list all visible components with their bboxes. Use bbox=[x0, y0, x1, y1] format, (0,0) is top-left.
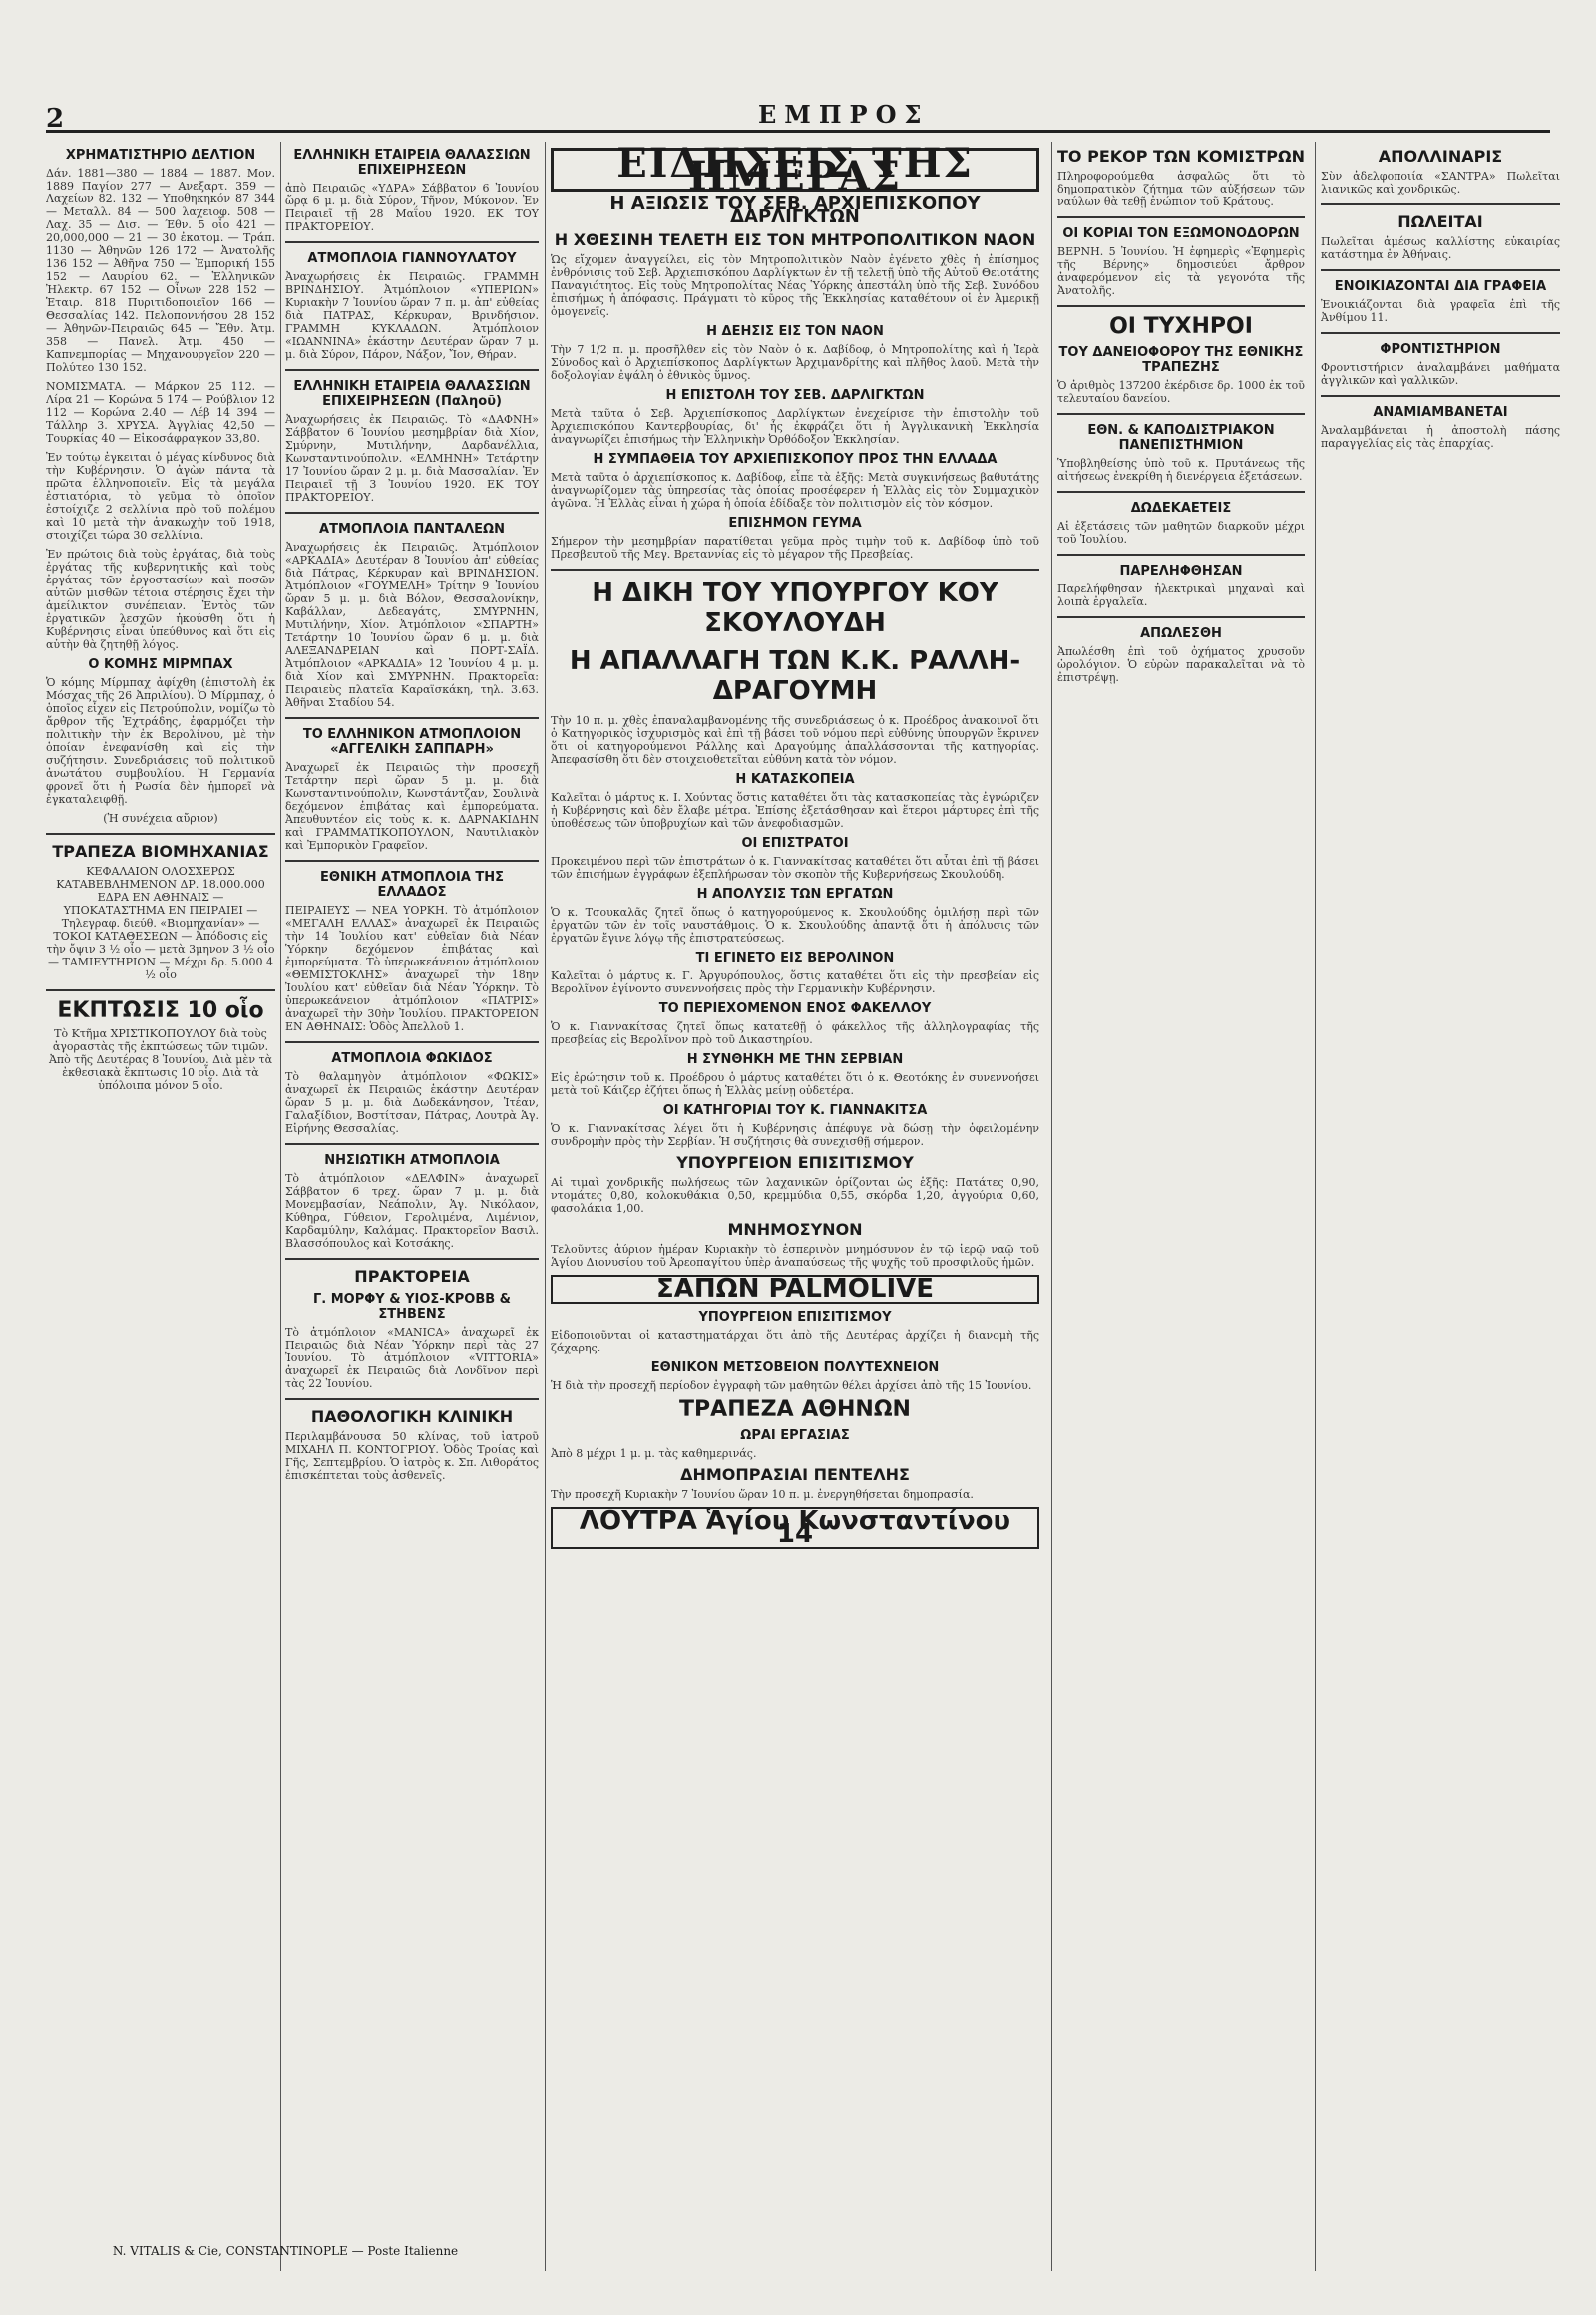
article-text: Περιλαμβάνουσα 50 κλίνας, τοῦ ἰατροῦ ΜΙΧΑΗΛ Π. ΚΟΝΤΟΓΡΙΟΥ. Ὁδὸς Τροίας καὶ Γῆς, Σεπτεμβρίου. Ὁ ἰατρὸς κ. Σπ. Λιθοράτος ἐπισκέπτεται τοὺς ἀσθενεῖς. bbox=[285, 1430, 539, 1482]
divider bbox=[285, 1258, 539, 1260]
article-text: Τὴν 7 1/2 π. μ. προσῆλθεν εἰς τὸν Ναὸν ὁ κ. Δαβίδοφ, ὁ Μητροπολίτης καὶ ἡ Ἱερὰ Σύνοδος καὶ ὁ Ἀρχιεπίσκοπος Δαρλίγκτων Ἀρχιμανδρίτης καὶ πλῆθος λαοῦ. Μετὰ τὴν δοξολογίαν ἐψάλη ὁ ἐθνικὸς ὕμνος. bbox=[551, 343, 1039, 382]
article-text: Ὁ κ. Τσουκαλᾶς ζητεῖ ὅπως ὁ κατηγορούμενος κ. Σκουλούδης ὁμιλήσῃ περὶ τῶν ἐργατῶν τῶν ἐν τοῖς ναυστάθμοις. Ὁ κ. Σκουλούδης ἀπαντᾷ ὅτι ἡ ἀπόλυσις τῶν ἐργατῶν ἔγινε λόγῳ τῆς ἐπιστρατεύσεως. bbox=[551, 906, 1039, 945]
divider bbox=[1321, 395, 1560, 397]
ad-title: ΣΑΠΩΝ PALMOLIVE bbox=[655, 1274, 934, 1304]
headline: ΤΟ ΕΛΛΗΝΙΚΟΝ ΑΤΜΟΠΛΟΙΟΝ «ΑΓΓΕΛΙΚΗ ΣΑΠΠΑΡΗ» bbox=[302, 727, 522, 757]
article-text: Τὸ ἀτμόπλοιον «ΔΕΛΦΙΝ» ἀναχωρεῖ Σάββατον 6 τρεχ. ὥραν 7 μ. μ. διὰ Μονεμβασίαν, Νεάπολιν, Ἁγ. Νικόλαον, Κύθηρα, Γύθειον, Γερολιμένα, Λιμένιον, Καρδαμύλην, Καλάμας. Πρακτορεῖον Βασιλ. Βλασσόπουλος καὶ Κοτσάκης. bbox=[285, 1172, 539, 1250]
divider bbox=[46, 833, 275, 835]
divider bbox=[1057, 305, 1305, 307]
headline: ΕΚΠΤΩΣΙΣ 10 οἷο bbox=[57, 998, 264, 1023]
bank-ad-text: ΚΕΦΑΛΑΙΟΝ ΟΛΟΣΧΕΡΩΣ ΚΑΤΑΒΕΒΛΗΜΕΝΟΝ ΔΡ. 18.000.000 ΕΔΡΑ ΕΝ ΑΘΗΝΑΙΣ — ΥΠΟΚΑΤΑΣΤΗΜΑ ΕΝ ΠΕΙΡΑΙΕΙ — Τηλεγραφ. διεύθ. «Βιομηχανίαν» — ΤΟΚΟΙ ΚΑΤΑΘΕΣΕΩΝ — Ἀπόδοσις εἰς τὴν ὄψιν 3 ½ οἷο — μετὰ 3μηνον 3 ½ οἷο — ΤΑΜΙΕΥΤΗΡΙΟΝ — Μέχρι δρ. 5.000 4 ½ οἷο bbox=[46, 865, 275, 981]
article-text: Προκειμένου περὶ τῶν ἐπιστράτων ὁ κ. Γιαννακίτσας καταθέτει ὅτι αὗται ἐπὶ τῇ βάσει τῶν ἐπισήμων ἐγγράφων ἐξεπλήρωσαν τὸν σκοπὸν τῆς Κυβερνήσεως Σκουλούδη. bbox=[551, 855, 1039, 881]
divider bbox=[46, 989, 275, 991]
divider bbox=[285, 1143, 539, 1145]
headline: Ο ΚΟΜΗΣ ΜΙΡΜΠΑΧ bbox=[88, 657, 233, 672]
article-text: Ἀναχωρεῖ ἐκ Πειραιῶς τὴν προσεχῆ Τετάρτην περὶ ὥραν 5 μ. μ. διὰ Κωνσταντινούπολιν, Κωνστάντζαν, Σουλινὰ δεχόμενον ἐπιβάτας καὶ ἐμπορεύματα. Ἀπευθυντέον εἰς τοὺς κ. κ. ΔΑΡΝΑΚΙΔΗΝ καὶ ΓΡΑΜΜΑΤΙΚΟΠΟΥΛΟΝ, Ναυτιλιακὸν καὶ Ἐμπορικὸν Γραφεῖον. bbox=[285, 761, 539, 852]
article-text: Σὺν ἀδελφοποιία «ΣΑΝΤΡΑ» Πωλεῖται λιανικῶς καὶ χονδρικῶς. bbox=[1321, 170, 1560, 195]
headline: Η ΣΥΜΠΑΘΕΙΑ ΤΟΥ ΑΡΧΙΕΠΙΣΚΟΠΟΥ ΠΡΟΣ ΤΗΝ ΕΛΛΑΔΑ bbox=[593, 452, 998, 467]
article-text: Ἀναχωρήσεις ἐκ Πειραιῶς. ΓΡΑΜΜΗ ΒΡΙΝΔΗΣΙΟΥ. Ἀτμόπλοιον «ΥΠΕΡΙΩΝ» Κυριακὴν 7 Ἰουνίου ὥραν 7 π. μ. ἀπ' εὐθείας διὰ ΠΑΤΡΑΣ, Κέρκυραν, Βρινδήσιον. ΓΡΑΜΜΗ ΚΥΚΛΑΔΩΝ. Ἀτμόπλοιον «ΙΩΑΝΝΙΝΑ» ἑκάστην Δευτέραν ὥραν 7 μ. μ. διὰ Σύρον, Πάρον, Νάξον, Ἴον, Θήραν. bbox=[285, 270, 539, 361]
masthead: ΕΜΠΡΟΣ bbox=[758, 100, 930, 129]
article-text: Ὁ κόμης Μίρμπαχ ἀφίχθη (ἐπιστολὴ ἐκ Μόσχας τῆς 26 Ἀπριλίου). Ὁ Μίρμπαχ, ὁ ὁποῖος εἶχεν εἰς Πετρούπολιν, νομίζω τὸ ἄρθρον τῆς Ἐχτράδης, ἐφαρμόζει τὴν πολιτικὴν τὴν ἐκ Βερολίνου, μὲ τὴν ὁποίαν ἐνεφανίσθη καὶ εἰς τὴν συζήτησιν. Συνεδριάσεις τοῦ πολιτικοῦ ἀνωτάτου συμβουλίου. Ἡ Γερμανία φρονεῖ ὅτι ἡ Ρωσία δὲν ἠμπορεῖ νὰ ἐγκαταλειφθῇ. bbox=[46, 676, 275, 806]
column-1 bbox=[46, 142, 275, 2271]
article-text: Ἀναχωρήσεις ἐκ Πειραιῶς. Τὸ «ΔΑΦΝΗ» Σάββατον 6 Ἰουνίου μεσημβρίαν διὰ Χίον, Σμύρνην, Μυτιλήνην, Δαρδανέλλια, Κωνσταντινούπολιν. «ΕΛΜΗΝΗ» Τετάρτην 17 Ἰουνίου ὥραν 2 μ. μ. διὰ Μασσαλίαν. Ἐν Πειραιεῖ τῇ 3 Ἰουνίου 1920. ΕΚ ΤΟΥ ΠΡΑΚΤΟΡΕΙΟΥ. bbox=[285, 413, 539, 504]
article-text: Ὁ κ. Γιαννακίτσας ζητεῖ ὅπως κατατεθῇ ὁ φάκελλος τῆς ἀλληλογραφίας τῆς πρεσβείας εἰς Βερολῖνον πρὸ τοῦ Δικαστηρίου. bbox=[551, 1020, 1039, 1046]
headline: ΕΘΝ. & ΚΑΠΟΔΙΣΤΡΙΑΚΟΝ ΠΑΝΕΠΙΣΤΗΜΙΟΝ bbox=[1087, 423, 1275, 453]
article-text: Καλεῖται ὁ μάρτυς κ. Γ. Ἀργυρόπουλος, ὅστις καταθέτει ὅτι εἰς τὴν πρεσβείαν εἰς Βερολῖνον ἐγίνοντο συνεννοήσεις πρὸς τὴν Γερμανικὴν Κυβέρνησιν. bbox=[551, 969, 1039, 995]
article-text: Εἰς ἐρώτησιν τοῦ κ. Προέδρου ὁ μάρτυς καταθέτει ὅτι ὁ κ. Θεοτόκης ἐν συνεννοήσει μετὰ τοῦ Κάιζερ ἐζήτει ὅπως ἡ Ἑλλὰς μείνῃ οὐδετέρα. bbox=[551, 1071, 1039, 1097]
top-rule bbox=[46, 130, 1550, 133]
headline: ΤΟ ΠΕΡΙΕΧΟΜΕΝΟΝ ΕΝΟΣ ΦΑΚΕΛΛΟΥ bbox=[658, 1001, 932, 1016]
divider bbox=[1321, 332, 1560, 334]
article-text: Τὸ ἀτμόπλοιον «MANICA» ἀναχωρεῖ ἐκ Πειραιῶς διὰ Νέαν Ὑόρκην περὶ τὰς 27 Ἰουνίου. Τὸ ἀτμόπλοιον «VITTORIA» ἀναχωρεῖ ἐκ Πειραιῶς διὰ Λονδῖνον περὶ τὰς 22 Ἰουνίου. bbox=[285, 1326, 539, 1390]
column-4 bbox=[1057, 142, 1305, 2271]
divider bbox=[285, 512, 539, 514]
divider bbox=[285, 1041, 539, 1043]
headline: ΠΡΑΚΤΟΡΕΙΑ bbox=[354, 1267, 470, 1286]
headline: ΝΗΣΙΩΤΙΚΗ ΑΤΜΟΠΛΟΙΑ bbox=[324, 1153, 500, 1168]
headline: ΑΠΩΛΕΣΘΗ bbox=[1140, 626, 1222, 641]
headline: ΟΙ ΚΟΡΙΑΙ ΤΟΝ ΕΞΩΜΟΝΟΔΟΡΩΝ bbox=[1062, 226, 1300, 241]
headline: ΕΘΝΙΚΗ ΑΤΜΟΠΛΟΙΑ ΤΗΣ ΕΛΛΑΔΟΣ bbox=[319, 870, 505, 900]
headline: ΑΤΜΟΠΛΟΙΑ ΓΙΑΝΝΟΥΛΑΤΟΥ bbox=[307, 251, 517, 266]
article-text: Ἡ διὰ τὴν προσεχῆ περίοδον ἐγγραφὴ τῶν μαθητῶν θέλει ἀρχίσει ἀπὸ τῆς 15 Ἰουνίου. bbox=[551, 1379, 1032, 1392]
divider bbox=[1321, 269, 1560, 271]
headline: ΑΤΜΟΠΛΟΙΑ ΠΑΝΤΑΛΕΩΝ bbox=[319, 522, 505, 537]
ad-text: Τὸ Κτῆμα ΧΡΙΣΤΙΚΟΠΟΥΛΟΥ διὰ τοὺς ἀγοραστὰς τῆς ἐκπτώσεως τῶν τιμῶν. Ἀπὸ τῆς Δευτέρας 8 Ἰουνίου. Διὰ μὲν τὰ ἐκθεσιακὰ ἔκπτωσις 10 οἷο. Διὰ τὰ ὑπόλοιπα μόνον 5 οἷο. bbox=[48, 1027, 273, 1092]
article-text: Ὑποβληθείσης ὑπὸ τοῦ κ. Πρυτάνεως τῆς αἰτήσεως ἐνεκρίθη ἡ διενέργεια ἐξετάσεων. bbox=[1057, 457, 1305, 483]
headline: Η ΣΥΝΘΗΚΗ ΜΕ ΤΗΝ ΣΕΡΒΙΑΝ bbox=[686, 1052, 904, 1067]
article-text: Ἐν πρώτοις διὰ τοὺς ἐργάτας, διὰ τοὺς ἐργάτας τῆς κυβερνητικῆς καὶ τοὺς ἐργάτας τῶν ἐργοστασίων καὶ ποσῶν αὐτῶν μισθῶν τέτοια στέρησις ἔχει τὴν ἀμείλικτον συνέπειαν. Ἐντὸς τῶν ἐργατικῶν λεσχῶν ἠκούσθη ὅτι ἡ Κυβέρνησις εἶναι ὑπεύθυνος καὶ ὅτι εἰς αὐτὴν θὰ ζητηθῇ λόγος. bbox=[46, 548, 275, 651]
headline: Η ΔΙΚΗ ΤΟΥ ΥΠΟΥΡΓΟΥ ΚΟΥ ΣΚΟΥΛΟΥΔΗ bbox=[592, 579, 998, 638]
article-text: ΝΟΜΙΣΜΑΤΑ. — Μάρκον 25 112. — Λίρα 21 — Κορώνα 5 174 — Ρούβλιον 12 112 — Κορώνα 2.40 — Λέβ 14 394 — Τάλληρ 3. ΧΡΥΣΑ. Ἀγγλίας 42,50 — Τουρκίας 40 — Εἰκοσάφραγκον 33,80. bbox=[46, 380, 275, 445]
headline: ΕΠΙΣΗΜΟΝ ΓΕΥΜΑ bbox=[728, 516, 862, 531]
article-text: Ἀναχωρήσεις ἐκ Πειραιῶς. Ἀτμόπλοιον «ΑΡΚΑΔΙΑ» Δευτέραν 8 Ἰουνίου ἀπ' εὐθείας διὰ Πάτρας, Κέρκυραν καὶ ΒΡΙΝΔΗΣΙΟΝ. Ἀτμόπλοιον «ΓΟΥΜΕΛΗ» Τρίτην 9 Ἰουνίου ὥραν 5 μ. μ. διὰ Βόλον, Θεσσαλονίκην, Καβάλλαν, Δεδεαγάτς, ΣΜΥΡΝΗΝ, Μυτιλήνην, Χίον. Ἀτμόπλοιον «ΣΠΑΡΤΗ» Τετάρτην 10 Ἰουνίου ὥραν 6 μ. μ. διὰ ΑΛΕΞΑΝΔΡΕΙΑΝ καὶ ΠΟΡΤ-ΣΑΪΔ. Ἀτμόπλοιον «ΑΡΚΑΔΙΑ» 12 Ἰουνίου 4 μ. μ. διὰ Χίον καὶ ΣΜΥΡΝΗΝ. Πρακτορεῖα: Πειραιεὺς πλατεῖα Καραϊσκάκη, τηλ. 3.63. Ἀθῆναι Σταδίου 54. bbox=[285, 541, 539, 709]
column-5 bbox=[1321, 142, 1560, 2271]
ad-title: ΛΟΥΤΡΑ Ἁγίου Κωνσταντίνου 14 bbox=[579, 1506, 1011, 1549]
article-text: Ἀναλαμβάνεται ἡ ἀποστολὴ πάσης παραγγελίας εἰς τὰς ἐπαρχίας. bbox=[1321, 424, 1560, 450]
headline: ΥΠΟΥΡΓΕΙΟΝ ΕΠΙΣΙΤΙΣΜΟΥ bbox=[698, 1310, 892, 1325]
article-text: Ὁ κ. Γιαννακίτσας λέγει ὅτι ἡ Κυβέρνησις ἀπέφυγε νὰ δώσῃ τὴν ὀφειλομένην συνδρομὴν πρὸς τὴν Σερβίαν. Ἡ συζήτησις θὰ συνεχισθῇ σήμερον. bbox=[551, 1122, 1039, 1148]
article-text: Ἀπὸ 8 μέχρι 1 μ. μ. τὰς καθημερινάς. bbox=[551, 1447, 757, 1460]
headline: ΑΠΟΛΛΙΝΑΡΙΣ bbox=[1378, 147, 1503, 166]
headline: ΤΡΑΠΕΖΑ ΒΙΟΜΗΧΑΝΙΑΣ bbox=[52, 842, 269, 861]
headline: ΕΝΟΙΚΙΑΖΟΝΤΑΙ ΔΙΑ ΓΡΑΦΕΙΑ bbox=[1334, 279, 1547, 294]
headline: ΟΙ ΤΥΧΗΡΟΙ bbox=[1109, 314, 1253, 339]
headline: ΑΤΜΟΠΛΟΙΑ ΦΩΚΙΔΟΣ bbox=[331, 1051, 493, 1066]
headline: ΤΟ ΡΕΚΟΡ ΤΩΝ ΚΟΜΙΣΤΡΩΝ bbox=[1057, 147, 1305, 166]
headline: ΧΡΗΜΑΤΙΣΤΗΡΙΟ ΔΕΛΤΙΟΝ bbox=[65, 148, 256, 163]
divider bbox=[285, 860, 539, 862]
article-text: Τὴν προσεχῆ Κυριακὴν 7 Ἰουνίου ὥραν 10 π. μ. ἐνεργηθήσεται δημοπρασία. bbox=[551, 1488, 974, 1501]
article-text: Πληροφορούμεθα ἀσφαλῶς ὅτι τὸ δημοπρατικὸν ζήτημα τῶν αὐξήσεων τῶν ναύλων θὰ τεθῇ ἐνώπιον τοῦ Κράτους. bbox=[1057, 170, 1305, 208]
article-text: Εἰδοποιοῦνται οἱ καταστηματάρχαι ὅτι ἀπὸ τῆς Δευτέρας ἀρχίζει ἡ διανομὴ τῆς ζάχαρης. bbox=[551, 1329, 1039, 1354]
news-section bbox=[551, 142, 1039, 1555]
divider bbox=[1057, 413, 1305, 415]
headline: ΔΗΜΟΠΡΑΣΙΑΙ ΠΕΝΤΕΛΗΣ bbox=[680, 1465, 910, 1484]
article-text: Ὁ ἀριθμὸς 137200 ἐκέρδισε δρ. 1000 ἐκ τοῦ τελευταίου δανείου. bbox=[1057, 379, 1305, 405]
continued-note: (Ἡ συνέχεια αὔριον) bbox=[103, 812, 218, 825]
article-text: Φροντιστήριον ἀναλαμβάνει μαθήματα ἀγγλικῶν καὶ γαλλικῶν. bbox=[1321, 361, 1560, 387]
headline: ΕΛΛΗΝΙΚΗ ΕΤΑΙΡΕΙΑ ΘΑΛΑΣΣΙΩΝ ΕΠΙΧΕΙΡΗΣΕΩΝ (Παληοῦ) bbox=[293, 379, 531, 409]
article-text: Αἱ ἐξετάσεις τῶν μαθητῶν διαρκοῦν μέχρι τοῦ Ἰουλίου. bbox=[1057, 520, 1305, 546]
article-text: Τὸ θαλαμηγὸν ἀτμόπλοιον «ΦΩΚΙΣ» ἀναχωρεῖ ἐκ Πειραιῶς ἑκάστην Δευτέραν ὥραν 5 μ. μ. διὰ Δωδεκάνησον, Ἰτέαν, Γαλαξίδιον, Βοστίτσαν, Πάτρας, Λουτρὰ Ἁγ. Εἰρήνης Θεσσαλίας. bbox=[285, 1070, 539, 1135]
headline: ΕΘΝΙΚΟΝ ΜΕΤΣΟΒΕΙΟΝ ΠΟΛΥΤΕΧΝΕΙΟΝ bbox=[650, 1360, 940, 1375]
divider bbox=[1057, 216, 1305, 218]
headline: ΔΩΔΕΚΑΕΤΕΙΣ bbox=[1130, 501, 1232, 516]
palmolive-ad bbox=[551, 1275, 1039, 1304]
article-text: Τὴν 10 π. μ. χθὲς ἐπαναλαμβανομένης τῆς συνεδριάσεως ὁ κ. Προέδρος ἀνακοινοῖ ὅτι ὁ Κατηγορικὸς ἰσχυρισμὸς καὶ ἐπὶ τῇ βάσει τοῦ νόμου περὶ εὐθύνης ὑπουργῶν ἔκρινεν ὅτι οἱ κατηγορούμενοι Ράλλης καὶ Δραγούμης ἀπαλλάσσονται τῆς κατηγορίας. Ἀπεφασίσθη ὅτι δὲν στοιχειοθετεῖται εὐθύνη κατὰ τὸν νόμον. bbox=[551, 714, 1039, 766]
headline: ΤΙ ΕΓΙΝΕΤΟ ΕΙΣ ΒΕΡΟΛΙΝΟΝ bbox=[695, 951, 895, 965]
article-text: Ὡς εἴχομεν ἀναγγείλει, εἰς τὸν Μητροπολιτικὸν Ναὸν ἐγένετο χθὲς ἡ ἐπίσημος ἐνθρόνισις τοῦ Σεβ. Ἀρχιεπισκόπου Δαρλίγκτων ἐν τῇ τελετῇ ὑπὸ τῆς Αὐτοῦ Θειοτάτης Παναγιότητος. Εἰς τοὺς Μητροπολίτας Νέας Ὑόρκης ἀπεστάλη ὑπὸ τῆς Σεβ. Συνόδου ἐπισήμως ἡ ἀπόφασις. Πράγματι τὸ κῦρος τῆς Ἐκκλησίας καταθέτουν οἱ ἐν Ἀμερικῇ ὁμογενεῖς. bbox=[551, 253, 1039, 318]
headline: Η ΧΘΕΣΙΝΗ ΤΕΛΕΤΗ ΕΙΣ ΤΟΝ ΜΗΤΡΟΠΟΛΙΤΙΚΟΝ ΝΑΟΝ bbox=[554, 230, 1036, 249]
printer-footer: N. VITALIS & Cie, CONSTANTINOPLE — Poste Italienne bbox=[112, 2244, 459, 2258]
headline: ΜΝΗΜΟΣΥΝΟΝ bbox=[727, 1220, 863, 1239]
headline: Η ΑΠΟΛΥΣΙΣ ΤΩΝ ΕΡΓΑΤΩΝ bbox=[696, 887, 894, 902]
headline: Η ΚΑΤΑΣΚΟΠΕΙΑ bbox=[735, 772, 855, 787]
article-text: ΒΕΡΝΗ. 5 Ἰουνίου. Ἡ ἐφημερὶς «Ἐφημερὶς τῆς Βέρνης» δημοσιεύει ἄρθρον ἀναφερόμενον εἰς τὰ γεγονότα τῆς Ἀνατολῆς. bbox=[1057, 245, 1305, 297]
divider bbox=[551, 569, 1039, 571]
article-text: Αἱ τιμαὶ χονδρικῆς πωλήσεως τῶν λαχανικῶν ὁρίζονται ὡς ἑξῆς: Πατάτες 0,90, ντομάτες 0,80, κολοκυθάκια 0,50, κρεμμύδια 0,55, σκόρδα 1,20, ἀγγούρια 0,60, φασολάκια 1,00. bbox=[551, 1176, 1039, 1215]
loutra-ad bbox=[551, 1507, 1039, 1549]
headline: ΤΡΑΠΕΖΑ ΑΘΗΝΩΝ bbox=[679, 1397, 911, 1422]
article-text: Σήμερον τὴν μεσημβρίαν παρατίθεται γεῦμα πρὸς τιμὴν τοῦ κ. Δαβίδοφ ὑπὸ τοῦ Πρεσβευτοῦ τῆς Μεγ. Βρεταννίας εἰς τὸ μέγαρον τῆς Πρεσβείας. bbox=[551, 535, 1039, 561]
article-text: Δάν. 1881—380 — 1884 — 1887. Μον. 1889 Παγίον 277 — Ανεξαρτ. 359 — Λαχείων 82. 132 — Υποθηκηκόν 87 344 — Μεταλλ. 84 — 500 λαχειοφ. 508 — Λαχ. 35 — Δισ. — Έθν. 5 οἷο 421 — 20,000,000 — 21 — 30 ἐκατομ. — Τράπ. 1130 — Ἀθηνῶν 126 172 — Ἀνατολῆς 136 152 — Ἀθῆνα 750 — Ἐμπορική 155 152 — Λαυρίου 62. — Ἑλληνικῶν Ἠλεκτρ. 67 152 — Οἶνων 228 152 — Ἑταιρ. 818 Πυριτιδοποιεῖον 166 — Θεσσαλίας 142. Πελοποννήσου 28 152 — Ἀθηνῶν-Πειραιῶς 645 — Ἔθν. Ἀτμ. 358 — Πανελ. Ἀτμ. 450 — Καπνεμπορίας — Μηχανουργεῖον 220 — Πολύτεο 130 152. bbox=[46, 167, 275, 374]
headline: Η ΑΞΙΩΣΙΣ ΤΟΥ ΣΕΒ. ΑΡΧΙΕΠΙΣΚΟΠΟΥ ΔΑΡΛΙΓΚΤΩΝ bbox=[609, 193, 981, 227]
column-2 bbox=[285, 142, 539, 2271]
article-text: Μετὰ ταῦτα ὁ Σεβ. Ἀρχιεπίσκοπος Δαρλίγκτων ἐνεχείρισε τὴν ἐπιστολὴν τοῦ Ἀρχιεπισκόπου Καντερβουρίας, δι' ἧς ἐκφράζει ὅτι ἡ Ἀγγλικανικὴ Ἐκκλησία ἀναγνωρίζει ἐπισήμως τὴν Ἑλληνικὴν Ὀρθόδοξον Ἐκκλησίαν. bbox=[551, 407, 1039, 446]
headline: ΦΡΟΝΤΙΣΤΗΡΙΟΝ bbox=[1380, 342, 1501, 357]
headline: ΥΠΟΥΡΓΕΙΟΝ ΕΠΙΣΙΤΙΣΜΟΥ bbox=[676, 1153, 914, 1172]
article-text: Πωλεῖται ἀμέσως καλλίστης εὐκαιρίας κατάστημα ἐν Ἀθήναις. bbox=[1321, 235, 1560, 261]
headline: Η ΕΠΙΣΤΟΛΗ ΤΟΥ ΣΕΒ. ΔΑΡΛΙΓΚΤΩΝ bbox=[665, 388, 925, 403]
article-text: Τελοῦντες ἀύριον ἡμέραν Κυριακὴν τὸ ἑσπερινὸν μνημόσυνον ἐν τῷ ἱερῷ ναῷ τοῦ Ἁγίου Διονυσίου τοῦ Ἀρεοπαγίτου ὑπὲρ ἀναπαύσεως τῆς ψυχῆς τοῦ προσφιλοῦς ἡμῶν. bbox=[551, 1243, 1039, 1269]
headline: Γ. ΜΟΡΦΥ & ΥΙΟΣ-ΚΡΟΒΒ & ΣΤΗΒΕΝΣ bbox=[312, 1292, 512, 1322]
divider bbox=[1057, 554, 1305, 556]
headline: ΑΝΑΜΙΑΜΒΑΝΕΤΑΙ bbox=[1373, 405, 1508, 420]
headline: ΟΙ ΚΑΤΗΓΟΡΙΑΙ ΤΟΥ Κ. ΓΙΑΝΝΑΚΙΤΣΑ bbox=[662, 1103, 928, 1118]
article-text: Καλεῖται ὁ μάρτυς κ. Ι. Χούντας ὅστις καταθέτει ὅτι τὰς κατασκοπείας τὰς ἐγνώριζεν ἡ Κυβέρνησις καὶ δὲν ἔλαβε μέτρα. Ἐπίσης ἐξετάσθησαν καὶ ἕτεροι μάρτυρες ἐπὶ τῆς ὑποθέσεως τῶν ὑποβρυχίων καὶ τῶν ἀνεφοδιασμῶν. bbox=[551, 791, 1039, 830]
article-text: Ἐνοικιάζονται διὰ γραφεῖα ἐπὶ τῆς Ἀνθίμου 11. bbox=[1321, 298, 1560, 324]
divider bbox=[285, 1398, 539, 1400]
headline: ΠΑΡΕΛΗΦΘΗΣΑΝ bbox=[1119, 564, 1243, 579]
divider bbox=[1057, 491, 1305, 493]
article-text: Παρελήφθησαν ἠλεκτρικαὶ μηχαναὶ καὶ λοιπὰ ἐργαλεῖα. bbox=[1057, 582, 1305, 608]
divider bbox=[1321, 203, 1560, 205]
article-text: Ἀπωλέσθη ἐπὶ τοῦ ὀχήματος χρυσοῦν ὡρολόγιον. Ὁ εὑρὼν παρακαλεῖται νὰ τὸ ἐπιστρέψῃ. bbox=[1057, 645, 1305, 684]
divider bbox=[285, 717, 539, 719]
headline: ΤΟΥ ΔΑΝΕΙΟΦΟΡΟΥ ΤΗΣ ΕΘΝΙΚΗΣ ΤΡΑΠΕΖΗΣ bbox=[1058, 345, 1304, 375]
column-divider bbox=[280, 142, 281, 2271]
headline: Η ΔΕΗΣΙΣ ΕΙΣ ΤΟΝ ΝΑΟΝ bbox=[706, 324, 884, 339]
article-text: Μετὰ ταῦτα ὁ ἀρχιεπίσκοπος κ. Δαβίδοφ, εἶπε τὰ ἑξῆς: Μετὰ συγκινήσεως βαθυτάτης ἀναγνωρίζομεν τὰς ὑπηρεσίας τὰς ὁποίας προσέφερεν ἡ Ἑλλὰς εἰς τὸν Συμμαχικὸν ἀγῶνα. Ἡ Ἑλλὰς εἶναι ἡ χώρα ἡ ὁποία ἐδίδαξε τὸν πολιτισμὸν εἰς τὸν κόσμον. bbox=[551, 471, 1039, 510]
headline: Η ΑΠΑΛΛΑΓΗ ΤΩΝ Κ.Κ. ΡΑΛΛΗ-ΔΡΑΓΟΥΜΗ bbox=[569, 646, 1021, 706]
article-text: Ἐν τούτῳ ἐγκειται ὁ μέγας κίνδυνος διὰ τὴν Κυβέρνησιν. Ὁ ἀγὼν πάντα τὰ πρῶτα ἑλληνοποιεῖν. Εἰς τὰ μεγάλα ἐστιατόρια, τὸ γεῦμα τὸ ὁποῖον ἐστοίχιζε 2 σελλίνια πρὸ τοῦ πολέμου καὶ 10 μετὰ τὴν ἀνακωχὴν τοῦ 1918, στοιχίζει τώρα 30 σελλίνια. bbox=[46, 451, 275, 542]
headline: ΠΩΛΕΙΤΑΙ bbox=[1397, 212, 1483, 231]
divider bbox=[285, 369, 539, 371]
headline: ΕΛΛΗΝΙΚΗ ΕΤΑΙΡΕΙΑ ΘΑΛΑΣΣΙΩΝ ΕΠΙΧΕΙΡΗΣΕΩΝ bbox=[293, 148, 531, 178]
column-divider bbox=[545, 142, 546, 2271]
headline: ΠΑΘΟΛΟΓΙΚΗ ΚΛΙΝΙΚΗ bbox=[310, 1407, 514, 1426]
section-banner: ΕΙΔΗΣΕΙΣ ΤΗΣ ΗΜΕΡΑΣ bbox=[551, 148, 1039, 192]
article-text: ἀπὸ Πειραιῶς «ΥΔΡΑ» Σάββατον 6 Ἰουνίου ὥρᾳ 6 μ. μ. διὰ Σύρον, Τῆνον, Μύκονον. Ἐν Πειραιεῖ τῇ 28 Μαΐου 1920. ΕΚ ΤΟΥ ΠΡΑΚΤΟΡΕΙΟΥ. bbox=[285, 182, 539, 233]
headline: ΟΙ ΕΠΙΣΤΡΑΤΟΙ bbox=[741, 836, 849, 851]
headline: ΩΡΑΙ ΕΡΓΑΣΙΑΣ bbox=[740, 1428, 850, 1443]
page-number: 2 bbox=[46, 104, 65, 134]
divider bbox=[285, 241, 539, 243]
article-text: ΠΕΙΡΑΙΕΥΣ — ΝΕΑ ΥΟΡΚΗ. Τὸ ἀτμόπλοιον «ΜΕΓΑΛΗ ΕΛΛΑΣ» ἀναχωρεῖ ἐκ Πειραιῶς τὴν 14 Ἰουλίου κατ' εὐθεῖαν διὰ Νέαν Ὑόρκην δεχόμενον ἐπιβάτας καὶ ἐμπορεύματα. Τὸ ὑπερωκεάνειον ἀτμόπλοιον «ΘΕΜΙΣΤΟΚΛΗΣ» ἀναχωρεῖ τὴν 18ην Ἰουλίου κατ' εὐθεῖαν διὰ Νέαν Ὑόρκην. Τὸ ὑπερωκεάνειον ἀτμόπλοιον «ΠΑΤΡΙΣ» ἀναχωρεῖ τὴν 30ὴν Ἰουλίου. ΠΡΑΚΤΟΡΕΙΟΝ ΕΝ ΑΘΗΝΑΙΣ: Ὁδὸς Ἀπελλοῦ 1. bbox=[285, 904, 539, 1033]
divider bbox=[1057, 616, 1305, 618]
